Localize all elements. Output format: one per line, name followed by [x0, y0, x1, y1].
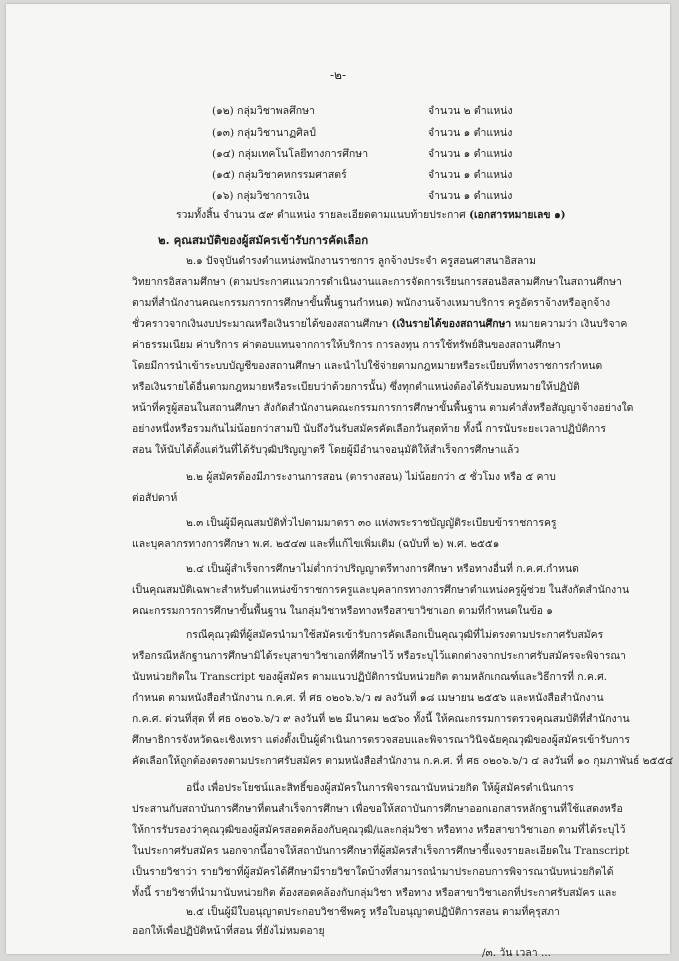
paragraph-line: ๒.๕ เป็นผู้มีใบอนุญาตประกอบวิชาชีพครู หรือใบอนุญาตปฏิบัติการสอน ตามที่คุรุสภา — [186, 906, 560, 918]
paragraph-line: คณะกรรมการการศึกษาขั้นพื้นฐาน ในกลุ่มวิชาหรือทางหรือสาขาวิชาเอก ตามที่กำหนดในข้อ ๑ — [132, 605, 553, 617]
paragraph-line: คัดเลือกให้ถูกต้องตรงตามประกาศรับสมัคร ตามหนังสือสำนักงาน ก.ค.ศ. ที่ ศธ ๐๒๐๖.๖/ว ๔ ลงวันที่ ๑๐ กุมภาพันธ์ ๒๕๕๔ — [132, 755, 674, 767]
paragraph-line: อนึ่ง เพื่อประโยชน์และสิทธิ์ของผู้สมัครในการพิจารณานับหน่วยกิต ให้ผู้สมัครดำเนินการ — [186, 782, 574, 794]
text-run: ชั่วคราวจากเงินงบประมาณหรือเงินรายได้ของสถานศึกษา — [132, 318, 392, 330]
page-number: -๒- — [329, 68, 347, 82]
total-line — [176, 208, 566, 222]
group-item: (๑๖) กลุ่มวิชาการเงิน — [212, 190, 310, 202]
group-count: จำนวน ๒ ตำแหน่ง — [428, 105, 513, 117]
total-reference: (เอกสารหมายเลข ๑) — [469, 209, 566, 221]
group-item: (๑๕) กลุ่มวิชาคหกรรมศาสตร์ — [212, 169, 347, 181]
paragraph-line: ก.ค.ศ. ด่วนที่สุด ที่ ศธ ๐๒๐๖.๖/ว ๙ ลงวันที่ ๒๒ มีนาคม ๒๕๖๐ ทั้งนี้ ให้คณะกรรมการตรวจคุณสมบัติที่สำนักงาน — [132, 713, 630, 725]
paragraph-line: หน้าที่ครูผู้สอนในสถานศึกษา สังกัดสำนักงานคณะกรรมการการศึกษาขั้นพื้นฐาน ตามคำสั่งหรือสัญญาจ้างอย่างใด — [132, 402, 634, 414]
paragraph-line: กรณีคุณวุฒิที่ผู้สมัครนำมาใช้สมัครเข้ารับการคัดเลือกเป็นคุณวุฒิที่ไม่ตรงตามประกาศรับสมัคร — [186, 629, 604, 641]
group-count: จำนวน ๑ ตำแหน่ง — [428, 169, 513, 181]
paragraph-line: เป็นรายวิชาว่า รายวิชาที่ผู้สมัครได้ศึกษามีรายวิชาใดบ้างที่สามารถนำมาประกอบการพิจารณานับหน่วยกิตได้ — [132, 866, 614, 878]
paragraph-line: กำหนด ตามหนังสือสำนักงาน ก.ค.ศ. ที่ ศธ ๐๒๐๖.๖/ว ๗ ลงวันที่ ๑๘ เมษายน ๒๕๕๖ และหนังสือสำนักงาน — [132, 692, 604, 704]
group-item: (๑๓) กลุ่มวิชานาฏศิลป์ — [212, 127, 316, 139]
paragraph-line: เป็นคุณสมบัติเฉพาะสำหรับตำแหน่งข้าราชการครูและบุคลากรทางการศึกษาตำแหน่งครูผู้ช่วย ในสังกัดสำนักงาน — [132, 584, 630, 596]
paragraph-line: หรือเงินรายได้อื่นตามกฎหมายหรือระเบียบว่าด้วยการนั้น) ซึ่งทุกตำแหน่งต้องได้รับมอบหมายให้ปฏิบัติ — [132, 381, 580, 393]
paragraph-line: หรือกรณีหลักฐานการศึกษามิได้ระบุสาขาวิชาเอกที่ศึกษาไว้ หรือระบุไว้แตกต่างจากประกาศรับสมัครจะพิจารณา — [132, 650, 626, 662]
group-count: จำนวน ๑ ตำแหน่ง — [428, 127, 513, 139]
paragraph-line: โดยมีการนำเข้าระบบบัญชีของสถานศึกษา และนำไปใช้จ่ายตามกฎหมายหรือระเบียบที่ทางราชการกำหนด — [132, 360, 603, 372]
paragraph-line: ทั้งนี้ รายวิชาที่นำมานับหน่วยกิต ต้องสอดคล้องกับกลุ่มวิชา หรือทาง หรือสาขาวิชาเอกที่ประกาศรับสมัคร และ — [132, 887, 617, 899]
group-item: (๑๒) กลุ่มวิชาพลศึกษา — [212, 105, 315, 117]
group-count: จำนวน ๑ ตำแหน่ง — [428, 190, 513, 202]
paragraph-line: ให้การรับรองว่าคุณวุฒิของผู้สมัครสอดคล้องกับคุณวุฒิ/และกลุ่มวิชา หรือทาง หรือสาขาวิชาเอก ตามที่ได้ระบุไว้ — [132, 824, 626, 836]
group-item: (๑๔) กลุ่มเทคโนโลยีทางการศึกษา — [212, 148, 369, 160]
paragraph-line: และบุคลากรทางการศึกษา พ.ศ. ๒๕๔๗ และที่แก้ไขเพิ่มเติม (ฉบับที่ ๒) พ.ศ. ๒๕๕๑ — [132, 538, 500, 550]
paragraph-line: นับหน่วยกิตใน Transcript ของผู้สมัคร ตามแนวปฏิบัติการนับหน่วยกิต ตามหลักเกณฑ์และวิธีการที่ ก.ค.ศ. — [132, 671, 608, 683]
paragraph-line: ประสานกับสถาบันการศึกษาที่ตนสำเร็จการศึกษา เพื่อขอให้สถาบันการศึกษาออกเอกสารหลักฐานที่ใช้แสดงหรือ — [132, 803, 623, 815]
paragraph-line: ต่อสัปดาห์ — [132, 492, 178, 504]
paragraph-line: ตามที่สำนักงานคณะกรรมการการศึกษาขั้นพื้นฐานกำหนด) พนักงานจ้างเหมาบริการ ครูอัตราจ้างหรือลูกจ้าง — [132, 297, 611, 309]
text-run: หมายความว่า เงินบริจาค — [511, 318, 628, 330]
paragraph-line: สอน ให้นับได้ตั้งแต่วันที่ได้รับวุฒิปริญญาตรี โดยผู้มีอำนาจอนุมัติให้สำเร็จการศึกษาแล้ว — [132, 444, 520, 456]
document-page — [6, 4, 674, 954]
paragraph-line: ๒.๔ เป็นผู้สำเร็จการศึกษาไม่ต่ำกว่าปริญญาตรีทางการศึกษา หรือทางอื่นที่ ก.ค.ศ.กำหนด — [186, 563, 579, 575]
paragraph-line: ๒.๑ ปัจจุบันดำรงตำแหน่งพนักงานราชการ ลูกจ้างประจำ ครูสอนศาสนาอิสลาม — [186, 255, 536, 267]
paragraph-line: ออกให้เพื่อปฏิบัติหน้าที่สอน ที่ยังไม่หมดอายุ — [132, 925, 325, 937]
paragraph-line: วิทยากรอิสลามศึกษา (ตามประกาศแนวการดำเนินงานและการจัดการเรียนการสอนอิสลามศึกษาในสถานศึกษา — [132, 276, 622, 288]
bold-term: (เงินรายได้ของสถานศึกษา — [391, 318, 512, 330]
paragraph-line: อย่างหนึ่งหรือรวมกันไม่น้อยกว่าสามปี นับถึงวันรับสมัครคัดเลือกวันสุดท้าย ทั้งนี้ การนับระยะเวลาปฏิบัติการ — [132, 423, 606, 435]
group-count: จำนวน ๑ ตำแหน่ง — [428, 148, 513, 160]
page-footer: /๓. วัน เวลา ... — [482, 947, 551, 959]
paragraph-line: ศึกษาธิการจังหวัดฉะเชิงเทรา แต่งตั้งเป็นผู้ดำเนินการตรวจสอบและพิจารณาวินิจฉัยคุณวุฒิของผู้สมัครเข้ารับการ — [132, 734, 630, 746]
section-heading: ๒. คุณสมบัติของผู้สมัครเข้ารับการคัดเลือก — [158, 233, 369, 247]
paragraph-line: ในประกาศรับสมัคร นอกจากนี้อาจให้สถาบันการศึกษาที่ผู้สมัครสำเร็จการศึกษาชี้แจงรายละเอียดใน Transcript — [132, 845, 630, 857]
paragraph-line — [132, 317, 627, 331]
paragraph-line: ค่าธรรมเนียม ค่าบริการ ค่าตอบแทนจากการให้บริการ การลงทุน การใช้ทรัพย์สินของสถานศึกษา — [132, 339, 561, 351]
paragraph-line: ๒.๒ ผู้สมัครต้องมีภาระงานการสอน (ตารางสอน) ไม่น้อยกว่า ๕ ชั่วโมง หรือ ๕ คาบ — [186, 471, 556, 483]
total-text: รวมทั้งสิ้น จำนวน ๕๙ ตำแหน่ง รายละเอียดตามแนบท้ายประกาศ — [176, 209, 466, 221]
paragraph-line: ๒.๓ เป็นผู้มีคุณสมบัติทั่วไปตามมาตรา ๓๐ แห่งพระราชบัญญัติระเบียบข้าราชการครู — [186, 517, 557, 529]
